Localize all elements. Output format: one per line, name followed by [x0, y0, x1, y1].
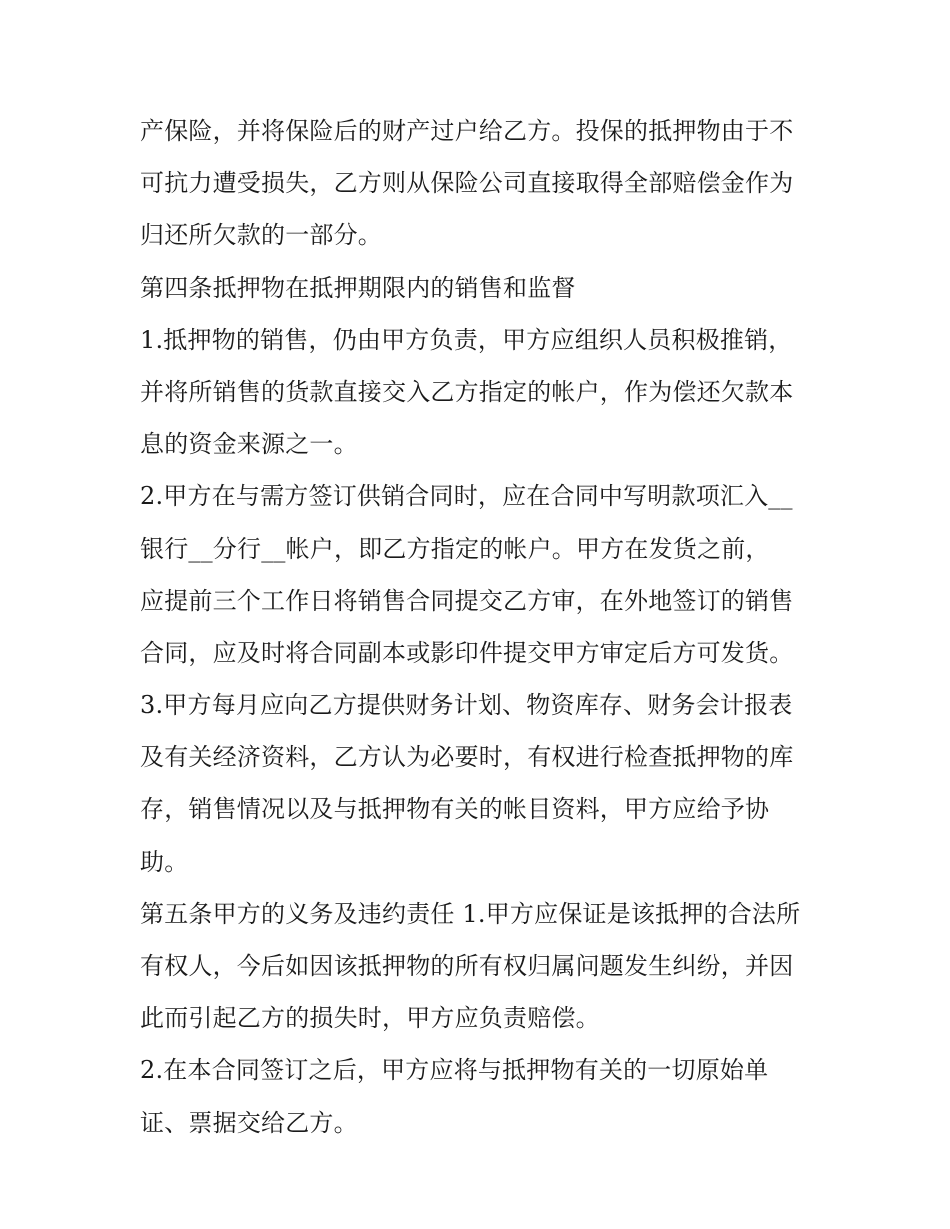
text-line: 有权人，今后如因该抵押物的所有权归属问题发生纠纷，并因 [140, 952, 794, 980]
document-body [140, 105, 820, 1149]
text-line: 2.在本合同签订之后，甲方应将与抵押物有关的一切原始单 [140, 1056, 769, 1085]
section-heading: 第五条甲方的义务及违约责任 1.甲方应保证是该抵押的合法所 [140, 899, 801, 928]
text-line: 合同，应及时将合同副本或影印件提交甲方审定后方可发货。 [140, 638, 794, 667]
text-line: 产保险，并将保险后的财产过户给乙方。投保的抵押物由于不 [140, 117, 794, 145]
text-line: 存，销售情况以及与抵押物有关的帐目资料，甲方应给予协 [140, 795, 770, 824]
text-line: 息的资金来源之一。 [140, 430, 358, 459]
text-line: 银行__分行__帐户，即乙方指定的帐户。甲方在发货之前， [140, 534, 770, 563]
text-line: 及有关经济资料，乙方认为必要时，有权进行检查抵押物的库 [140, 743, 794, 772]
text-line: 归还所欠款的一部分。 [140, 221, 382, 250]
text-line: 助。 [140, 847, 189, 876]
text-line: 1.抵押物的销售，仍由甲方负责，甲方应组织人员积极推销， [140, 325, 793, 354]
text-line: 3.甲方每月应向乙方提供财务计划、物资库存、财务会计报表 [140, 691, 793, 720]
text-line: 此而引起乙方的损失时，甲方应负责赔偿。 [140, 1004, 600, 1033]
text-line: 可抗力遭受损失，乙方则从保险公司直接取得全部赔偿金作为 [140, 169, 794, 198]
section-heading: 第四条抵押物在抵押期限内的销售和监督 [140, 273, 576, 302]
text-line: 2.甲方在与需方签订供销合同时，应在合同中写明款项汇入__ [140, 482, 793, 511]
text-line: 应提前三个工作日将销售合同提交乙方审，在外地签订的销售 [140, 586, 794, 615]
text-line: 并将所销售的货款直接交入乙方指定的帐户，作为偿还欠款本 [140, 377, 794, 406]
text-line: 证、票据交给乙方。 [140, 1108, 358, 1137]
